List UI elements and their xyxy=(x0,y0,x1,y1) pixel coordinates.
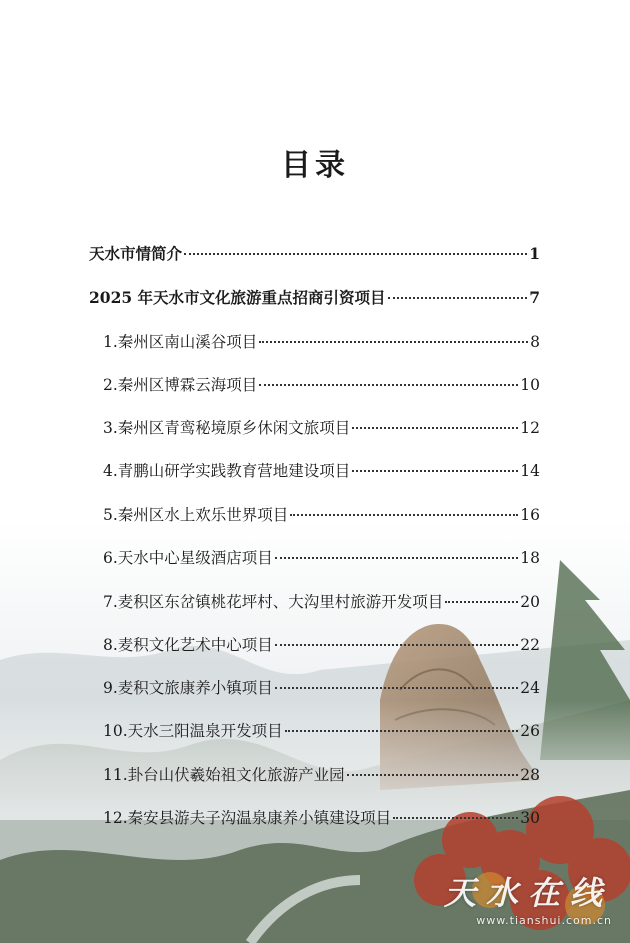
toc-entry[interactable] xyxy=(103,765,540,785)
toc-entry[interactable] xyxy=(103,505,540,525)
watermark-url: www.tianshui.com.cn xyxy=(476,914,612,927)
toc-page-number: 28 xyxy=(520,766,540,784)
page-title: 目录 xyxy=(281,148,349,183)
toc-entry[interactable] xyxy=(103,418,540,438)
toc-entry-label: 4.青鹏山研学实践教育营地建设项目 xyxy=(103,462,351,480)
toc-page-number: 22 xyxy=(520,636,540,654)
watermark-logo-text: 天水在线 xyxy=(443,874,612,912)
toc-entry-label: 10.天水三阳温泉开发项目 xyxy=(103,722,283,740)
toc-entry-label: 5.秦州区水上欢乐世界项目 xyxy=(103,506,289,524)
toc-leader-dots xyxy=(388,297,528,299)
toc-entry-label: 9.麦积文旅康养小镇项目 xyxy=(103,679,273,697)
toc-entry[interactable] xyxy=(103,678,540,698)
toc-entry-label: 2.秦州区博霖云海项目 xyxy=(103,376,258,394)
toc-entry-label: 7.麦积区东岔镇桃花坪村、大沟里村旅游开发项目 xyxy=(103,593,444,611)
toc-leader-dots xyxy=(352,470,518,472)
toc-leader-dots xyxy=(445,601,518,603)
toc-entry[interactable] xyxy=(103,375,540,395)
toc-entry[interactable] xyxy=(89,244,540,264)
toc-entry-label: 6.天水中心星级酒店项目 xyxy=(103,549,273,567)
toc-leader-dots xyxy=(275,557,518,559)
toc-page-number: 16 xyxy=(520,506,540,524)
toc-page-number: 10 xyxy=(520,376,540,394)
toc-page-number: 8 xyxy=(530,333,540,351)
toc-entry[interactable] xyxy=(89,288,540,308)
toc-entry[interactable] xyxy=(103,808,540,828)
toc-page-number: 18 xyxy=(520,549,540,567)
toc-page-number: 12 xyxy=(520,419,540,437)
toc-leader-dots xyxy=(259,341,528,343)
toc-page-number: 30 xyxy=(520,809,540,827)
toc-leader-dots xyxy=(184,253,527,255)
toc-page-number: 26 xyxy=(520,722,540,740)
toc-entry-label: 2025 年天水市文化旅游重点招商引资项目 xyxy=(89,288,386,307)
toc-page-number: 1 xyxy=(529,244,540,263)
toc-entry-label: 11.卦台山伏羲始祖文化旅游产业园 xyxy=(103,766,345,784)
toc-entry-label: 1.秦州区南山溪谷项目 xyxy=(103,333,258,351)
site-watermark xyxy=(444,868,612,927)
toc-entry[interactable] xyxy=(103,548,540,568)
toc-leader-dots xyxy=(275,687,518,689)
toc-page-number: 24 xyxy=(520,679,540,697)
toc-entry-label: 8.麦积文化艺术中心项目 xyxy=(103,636,273,654)
toc-entry-label: 12.秦安县游夫子沟温泉康养小镇建设项目 xyxy=(103,809,392,827)
toc-entry[interactable] xyxy=(103,635,540,655)
toc-entry[interactable] xyxy=(103,332,540,352)
toc-leader-dots xyxy=(393,817,518,819)
toc-page-number: 20 xyxy=(520,593,540,611)
toc-entry-label: 3.秦州区青鸾秘境原乡休闲文旅项目 xyxy=(103,419,351,437)
toc-entry[interactable] xyxy=(103,592,540,612)
toc-entry[interactable] xyxy=(103,721,540,741)
toc-entry-label: 天水市情简介 xyxy=(89,244,183,263)
toc-leader-dots xyxy=(290,514,518,516)
toc-leader-dots xyxy=(259,384,518,386)
toc-leader-dots xyxy=(285,730,519,732)
toc-page-number: 14 xyxy=(520,462,540,480)
toc-leader-dots xyxy=(275,644,518,646)
toc-page-number: 7 xyxy=(529,288,540,307)
toc-entry[interactable] xyxy=(103,461,540,481)
toc-leader-dots xyxy=(352,427,518,429)
toc-leader-dots xyxy=(347,774,519,776)
